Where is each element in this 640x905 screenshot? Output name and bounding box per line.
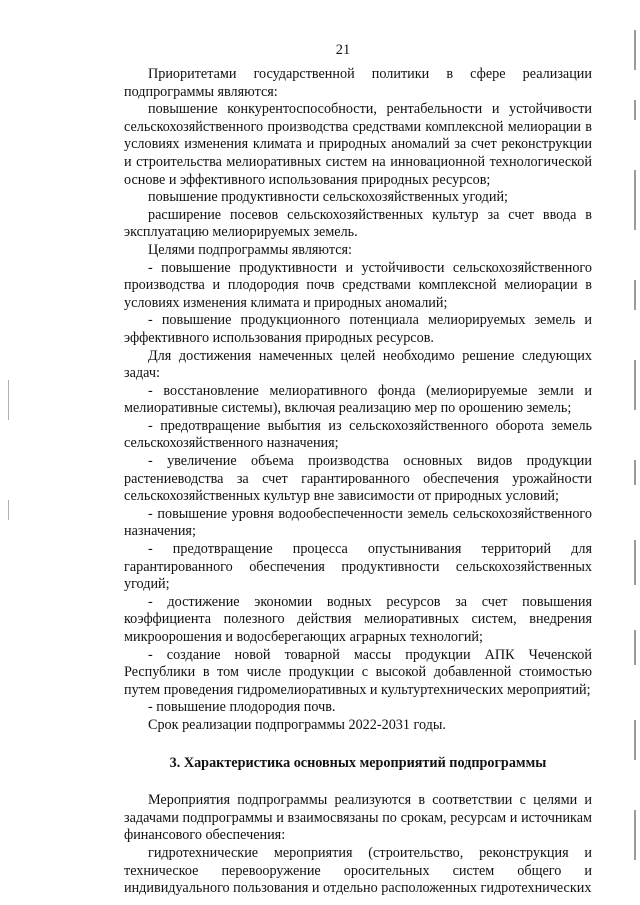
implementation-period: Срок реализации подпрограммы 2022-2031 годы. bbox=[148, 716, 446, 733]
scan-left-mark bbox=[8, 500, 9, 520]
scan-edge-marks bbox=[626, 20, 636, 880]
task-prevent-withdrawal: - предотвращение выбытия из сельскохозяйственного оборота земель сельскохозяйственного назначения; bbox=[124, 417, 592, 452]
task-water-supply: - повышение уровня водообеспеченности земель сельскохозяйственного назначения; bbox=[124, 505, 592, 540]
priority-competitiveness: повышение конкурентоспособности, рентабельности и устойчивости сельскохозяйственного производства средствами комплексной мелиорации в условиях изменения климата и природных аномалий за счет реконструкции и строительства мелиоративных систем на инновационной технологической основе и эффективного использования природных ресурсов; bbox=[124, 101, 592, 188]
task-restore-fund: - восстановление мелиоративного фонда (мелиорируемые земли и мелиоративные системы), включая реализацию мер по орошению земель; bbox=[124, 382, 592, 417]
document-body bbox=[124, 66, 592, 898]
scan-left-mark bbox=[8, 380, 9, 420]
goal-production-potential: - повышение продукционного потенциала мелиорируемых земель и эффективного использования природных ресурсов. bbox=[124, 312, 592, 346]
priority-crop-expansion: расширение посевов сельскохозяйственных культур за счет ввода в эксплуатацию мелиорируемых земель. bbox=[124, 206, 592, 241]
tasks-intro: Для достижения намеченных целей необходимо решение следующих задач: bbox=[124, 347, 592, 382]
page-number: 21 bbox=[335, 42, 351, 58]
task-soil-fertility: - повышение плодородия почв. bbox=[148, 699, 336, 716]
task-prevent-desertification: - предотвращение процесса опустынивания территорий для гарантированного обеспечения продуктивности сельскохозяйственных угодий; bbox=[124, 541, 592, 593]
priorities-intro: Приоритетами государственной политики в сфере реализации подпрограммы являются: bbox=[124, 66, 592, 100]
task-water-savings: - достижение экономии водных ресурсов за счет повышения коэффициента полезного действия мелиоративных систем, внедрения микроорошения и водосберегающих аграрных технологий; bbox=[124, 593, 592, 645]
measures-hydrotechnical: гидротехнические мероприятия (строительство, реконструкция и техническое перевооружение оросительных систем общего и индивидуального пользования и отдельно расположенных гидротехнических bbox=[124, 844, 592, 897]
task-new-commodity-mass: - создание новой товарной массы продукции АПК Чеченской Республики в том числе продукции с высокой добавленной стоимостью путем проведения гидромелиоративных и культуртехнических мероприятий; bbox=[124, 646, 592, 698]
goals-intro: Целями подпрограммы являются: bbox=[148, 241, 352, 258]
measures-intro: Мероприятия подпрограммы реализуются в соответствии с целями и задачами подпрограммы и взаимосвязаны по срокам, ресурсам и источникам финансового обеспечения: bbox=[124, 792, 592, 844]
task-increase-production: - увеличение объема производства основных видов продукции растениеводства за счет гарантированного обеспечения урожайности сельскохозяйственных культур вне зависимости от природных условий; bbox=[124, 453, 592, 505]
section-heading: 3. Характеристика основных мероприятий подпрограммы bbox=[169, 754, 547, 771]
goal-productivity-sustainability: - повышение продуктивности и устойчивости сельскохозяйственного производства и плодородия почв средствами комплексной мелиорации в условиях изменения климата и природных аномалий; bbox=[124, 259, 592, 311]
priority-productivity: повышение продуктивности сельскохозяйственных угодий; bbox=[148, 189, 508, 206]
